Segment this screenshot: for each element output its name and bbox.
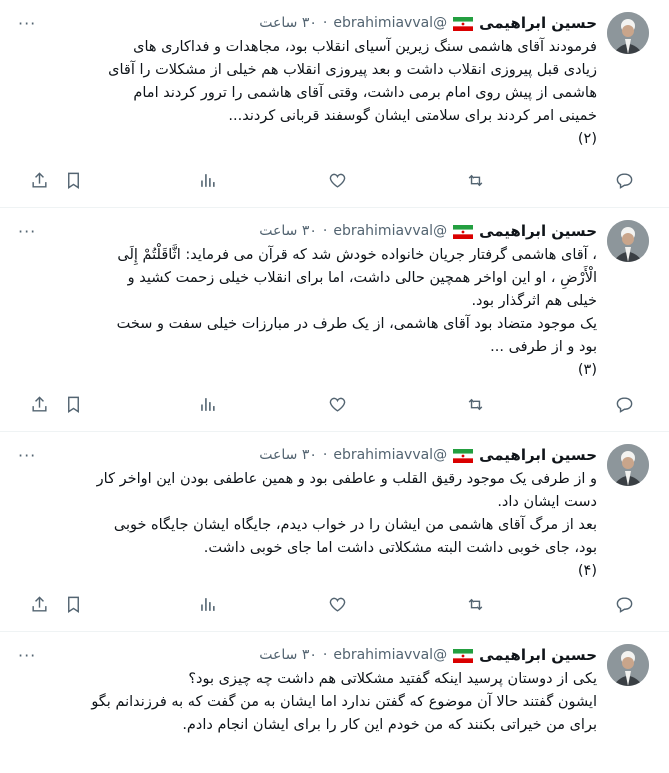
heart-icon[interactable] (320, 387, 354, 421)
heart-icon[interactable] (320, 163, 354, 197)
separator-dot: · (322, 447, 328, 463)
author-name[interactable]: حسین ابراهیمی (479, 646, 597, 664)
tweet-actions (16, 583, 653, 625)
author-handle[interactable]: @ebrahimiavval (333, 447, 448, 463)
separator-dot: · (322, 15, 328, 31)
iran-flag-icon (453, 448, 473, 462)
iran-flag-icon (453, 224, 473, 238)
tweet-text: یکی از دوستان پرسید اینکه گفتید مشکلاتی هم داشت چه چیزی بود؟ ایشون گفتند حالا آن موضوع که گفتن ندارد اما ایشان به من گفت که به فرزندانم بگو برای من خیراتی بکنند که من خودم این کار را برای ایشان انجام دادم. (91, 671, 597, 733)
avatar[interactable] (607, 444, 649, 486)
tweet-content (16, 12, 597, 151)
avatar[interactable] (607, 644, 649, 686)
tweet-actions (16, 383, 653, 425)
tweet-header (16, 644, 597, 666)
views-icon[interactable] (190, 163, 224, 197)
tweet[interactable] (0, 0, 669, 208)
tweet-timestamp[interactable]: ۳۰ ساعت (259, 223, 317, 239)
author-name[interactable]: حسین ابراهیمی (479, 14, 597, 32)
iran-flag-icon (453, 648, 473, 662)
separator-dot: · (322, 647, 328, 663)
more-options-icon[interactable]: ··· (18, 14, 37, 33)
tweet-actions (16, 159, 653, 201)
share-icon[interactable] (22, 163, 56, 197)
bookmark-icon[interactable] (56, 587, 90, 621)
tweet-text: و از طرفی یک موجود رقیق القلب و عاطفی بود و همین عاطفی بودن این اواخر کار دست ایشان داد. بعد از مرگ آقای هاشمی من ایشان را در خواب دیدم، جایگاه ایشان جایگاه خوبی بود، جای خوبی داشت البته مشکلاتی داشت اما جای خوبی داشت. (۴) (96, 471, 597, 579)
bookmark-icon[interactable] (56, 387, 90, 421)
avatar[interactable] (607, 12, 649, 54)
tweet-header (16, 444, 597, 466)
more-options-icon[interactable]: ··· (18, 446, 37, 465)
heart-icon[interactable] (320, 587, 354, 621)
tweet-timestamp[interactable]: ۳۰ ساعت (259, 447, 317, 463)
author-handle[interactable]: @ebrahimiavval (333, 15, 448, 31)
author-handle[interactable]: @ebrahimiavval (333, 223, 448, 239)
tweet-header (16, 12, 597, 34)
reply-icon[interactable] (607, 587, 641, 621)
separator-dot: · (322, 223, 328, 239)
share-icon[interactable] (22, 387, 56, 421)
avatar[interactable] (607, 220, 649, 262)
more-options-icon[interactable]: ··· (18, 222, 37, 241)
tweet-text: ، آقای هاشمی گرفتار جریان خانواده خودش شد که قرآن می فرماید: اثَّاقَلْتُمْ إِلَی الْأَرْضِ ، او این اواخر همچین حالی داشت، اما برای انقلاب خیلی زحمت کشید و خیلی هم اثرگذار بود. یک موجود متضاد بود آقای هاشمی، از یک طرف در مبارزات خیلی سفت و سخت بود و از طرفی ... (۳) (116, 247, 597, 378)
tweet-timestamp[interactable]: ۳۰ ساعت (259, 647, 317, 663)
share-icon[interactable] (22, 587, 56, 621)
reply-icon[interactable] (607, 163, 641, 197)
more-options-icon[interactable]: ··· (18, 646, 37, 665)
views-icon[interactable] (190, 587, 224, 621)
tweet-content (16, 220, 597, 382)
author-handle[interactable]: @ebrahimiavval (333, 647, 448, 663)
tweet[interactable] (0, 208, 669, 432)
tweet[interactable] (0, 632, 669, 773)
tweet-text: فرمودند آقای هاشمی سنگ زیرین آسیای انقلاب بود، مجاهدات و فداکاری های زیادی قبل پیروزی انقلاب داشت و بعد پیروزی انقلاب هم خیلی از مشکلات را آقای هاشمی از پیش روی امام برمی داشت، وقتی آقای هاشمی را ترور کردند امام خمینی امر کردند برای سلامتی ایشان گوسفند قربانی کردند... (۲) (108, 39, 597, 147)
tweet-header (16, 220, 597, 242)
bookmark-icon[interactable] (56, 163, 90, 197)
tweet[interactable] (0, 432, 669, 632)
iran-flag-icon (453, 16, 473, 30)
tweet-content (16, 444, 597, 583)
views-icon[interactable] (190, 387, 224, 421)
reply-icon[interactable] (607, 387, 641, 421)
retweet-icon[interactable] (458, 587, 492, 621)
retweet-icon[interactable] (458, 163, 492, 197)
tweet-timestamp[interactable]: ۳۰ ساعت (259, 15, 317, 31)
tweet-content (16, 644, 597, 737)
author-name[interactable]: حسین ابراهیمی (479, 446, 597, 464)
author-name[interactable]: حسین ابراهیمی (479, 222, 597, 240)
retweet-icon[interactable] (458, 387, 492, 421)
